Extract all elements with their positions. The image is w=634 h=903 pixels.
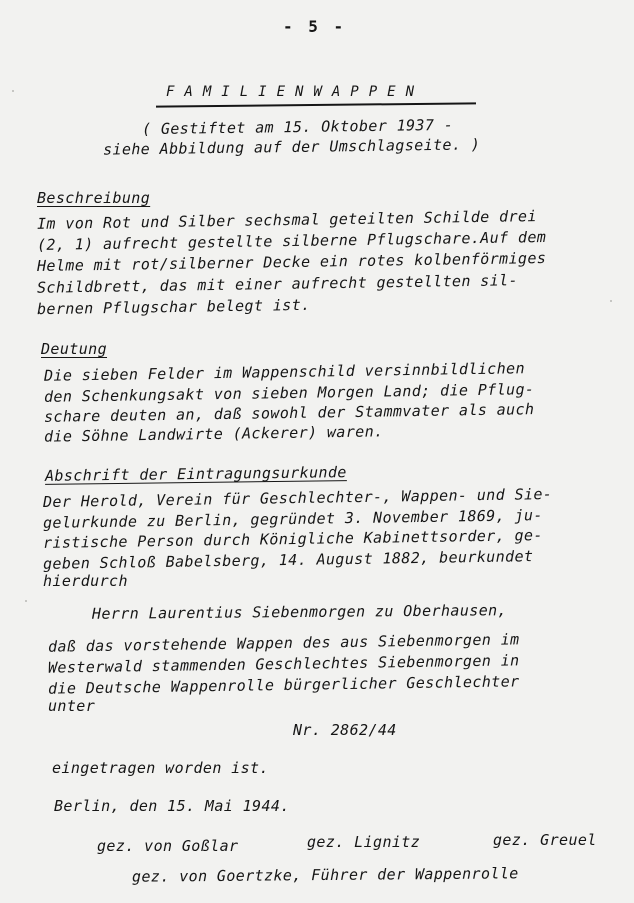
abschrift-line-2: gelurkunde zu Berlin, gegründet 3. November 1869, ju- [42,506,543,532]
beschreibung-line-4: Schildbrett, das mit einer aufrecht gestellten sil- [36,271,519,297]
subtitle-line-1: ( Gestiftet am 15. Oktober 1937 - [141,115,454,139]
scan-speck [610,300,612,302]
place-date-line: Berlin, den 15. Mai 1944. [54,797,290,815]
abschrift-line-5: hierdurch [43,572,128,590]
beschreibung-line-2: (2, 1) aufrecht gestellte silberne Pflugschare.Auf dem [36,228,547,254]
subtitle-line-2: siehe Abbildung auf der Umschlagseite. ) [102,135,481,159]
body-line-2: Westerwald stammenden Geschlechtes Siebenmorgen in [47,651,520,677]
body-line-4: unter [48,697,96,715]
title-underline [156,102,476,107]
body-line-3: die Deutsche Wappenrolle bürgerlicher Geschlechter [47,672,520,698]
beschreibung-line-1: Im von Rot und Silber sechsmal geteilten Schilde drei [36,207,537,233]
section-heading-beschreibung: Beschreibung [37,189,151,207]
abschrift-line-4: geben Schloß Babelsberg, 14. August 1882, beurkundet [42,547,534,573]
signature-lignitz: gez. Lignitz [307,833,421,851]
page-number: - 5 - [283,17,347,36]
registered-line: eingetragen worden ist. [52,759,269,777]
deutung-line-2: den Schenkungsakt von sieben Morgen Land; die Pflug- [43,380,535,406]
section-heading-abschrift: Abschrift der Eintragungsurkunde [44,463,347,485]
document-title: FAMILIENWAPPEN [166,84,425,100]
registration-number: Nr. 2862/44 [293,721,397,739]
deutung-line-3: schare deuten an, daß sowohl der Stammvater als auch [43,400,535,426]
final-signature-line: gez. von Goertzke, Führer der Wappenrolle [131,864,519,886]
beschreibung-line-5: bernen Pflugschar belegt ist. [36,295,311,319]
abschrift-line-1: Der Herold, Verein für Geschlechter-, Wappen- und Sie- [42,485,553,511]
deutung-line-4: die Söhne Landwirte (Ackerer) waren. [43,422,384,446]
deutung-line-1: Die sieben Felder im Wappenschild versinnbildlichen [43,359,526,385]
signature-gosslar: gez. von Goßlar [97,837,239,855]
body-line-1: daß das vorstehende Wappen des aus Siebenmorgen im [47,630,520,656]
recipient-line: Herrn Laurentius Siebenmorgen zu Oberhausen, [91,601,508,623]
signature-greuel: gez. Greuel [493,831,597,849]
scan-speck [25,600,27,602]
abschrift-line-3: ristische Person durch Königliche Kabinettsorder, ge- [42,526,543,552]
section-heading-deutung: Deutung [41,340,108,358]
beschreibung-line-3: Helme mit rot/silberner Decke ein rotes kolbenförmiges [36,249,547,275]
scan-speck [12,90,14,92]
